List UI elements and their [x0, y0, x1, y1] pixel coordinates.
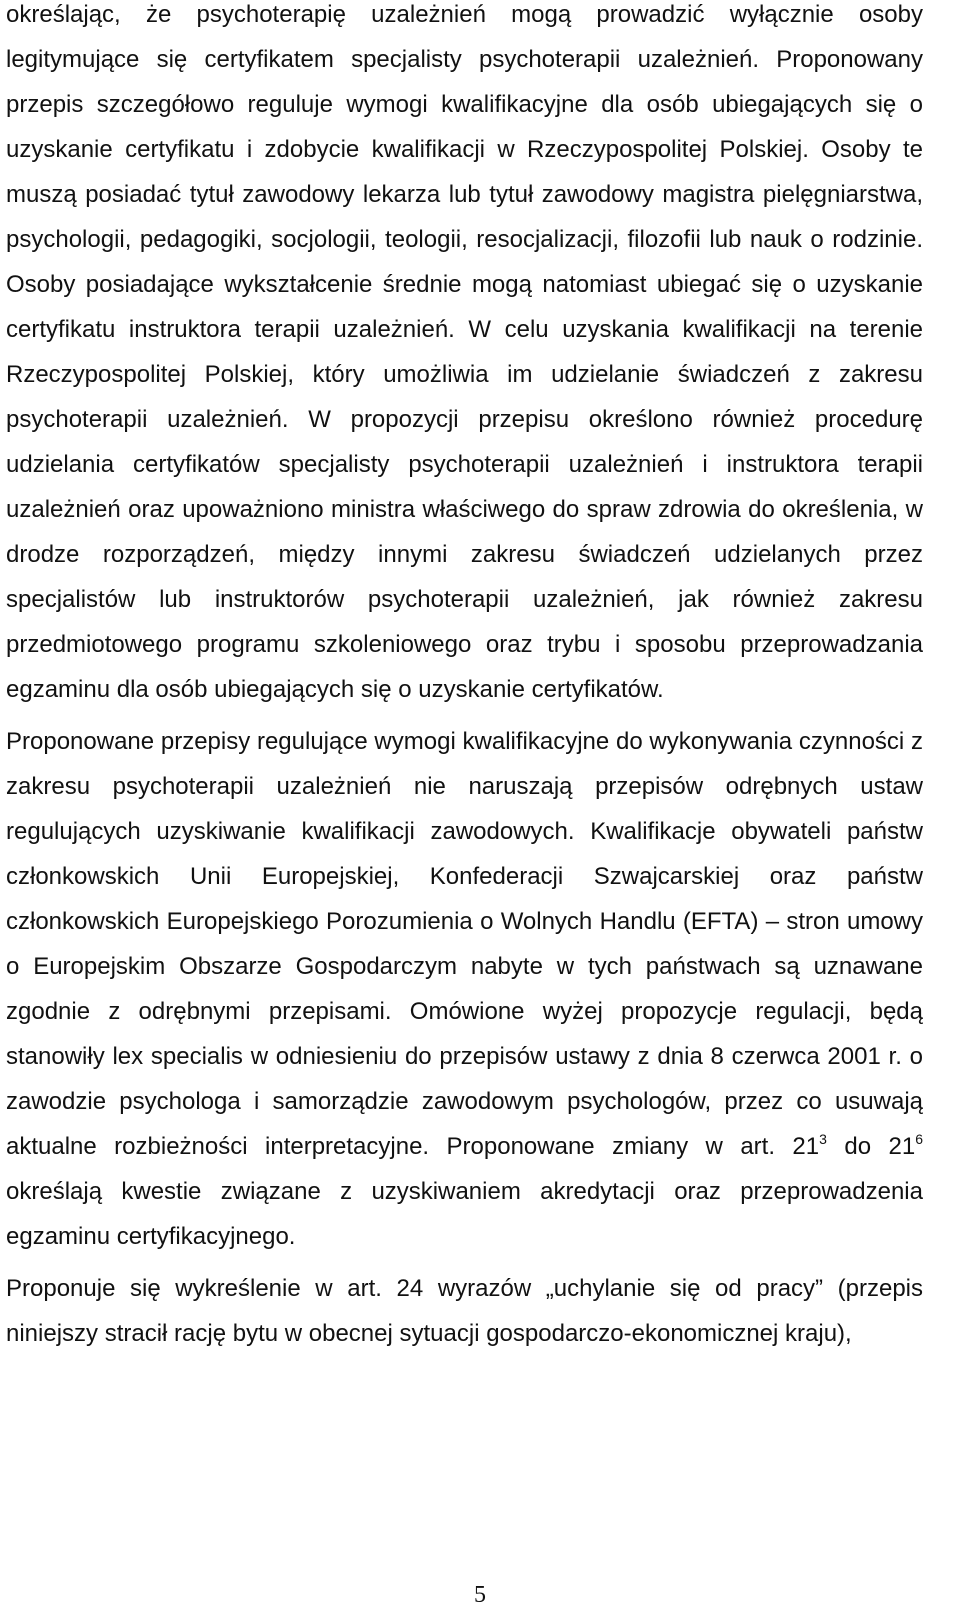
- paragraph-1: określając, że psychoterapię uzależnień mogą prowadzić wyłącznie osoby legitymujące się certyfikatem specjalisty psychoterapii uzależnień. Proponowany przepis szczegółowo reguluje wymogi kwalifikacyjne dla osób ubiegających się o uzyskanie certyfikatu i zdobycie kwalifikacji w Rzeczypospolitej Polskiej. Osoby te muszą posiadać tytuł zawodowy lekarza lub tytuł zawodowy magistra pielęgniarstwa, psychologii, pedagogiki, socjologii, teologii, resocjalizacji, filozofii lub nauk o rodzinie. Osoby posiadające wykształcenie średnie mogą natomiast ubiegać się o uzyskanie certyfikatu instruktora terapii uzależnień. W celu uzyskania kwalifikacji na terenie Rzeczypospolitej Polskiej, który umożliwia im udzielanie świadczeń z zakresu psychoterapii uzależnień. W propozycji przepisu określono również procedurę udzielania certyfikatów specjalisty psychoterapii uzależnień i instruktora terapii uzależnień oraz upoważniono ministra właściwego do spraw zdrowia do określenia, w drodze rozporządzeń, między innymi zakresu świadczeń udzielanych przez specjalistów lub instruktorów psychoterapii uzależnień, jak również zakresu przedmiotowego programu szkoleniowego oraz trybu i sposobu przeprowadzania egzaminu dla osób ubiegających się o uzyskanie certyfikatów.: [6, 1, 923, 703]
- paragraph-2-text-b: do 21: [826, 1133, 916, 1160]
- superscript-6: 6: [915, 1131, 924, 1147]
- paragraph-3: Proponuje się wykreślenie w art. 24 wyrazów „uchylanie się od pracy” (przepis niniejszy stracił rację bytu w obecnej sytuacji gospodarczo-ekonomicznej kraju),: [6, 1275, 923, 1347]
- document-body: [6, 0, 923, 1356]
- paragraph-2-text-c: określają kwestie związane z uzyskiwaniem akredytacji oraz przeprowadzenia egzaminu certyfikacyjnego.: [6, 1178, 923, 1250]
- paragraph-2-text-a: Proponowane przepisy regulujące wymogi kwalifikacyjne do wykonywania czynności z zakresu psychoterapii uzależnień nie naruszają przepisów odrębnych ustaw regulujących uzyskiwanie kwalifikacji zawodowych. Kwalifikacje obywateli państw członkowskich Unii Europejskiej, Konfederacji Szwajcarskiej oraz państw członkowskich Europejskiego Porozumienia o Wolnych Handlu (EFTA) – stron umowy o Europejskim Obszarze Gospodarczym nabyte w tych państwach są uznawane zgodnie z odrębnymi przepisami. Omówione wyżej propozycje regulacji, będą stanowiły lex specialis w odniesieniu do przepisów ustawy z dnia 8 czerwca 2001 r. o zawodzie psychologa i samorządzie zawodowym psychologów, przez co usuwają aktualne rozbieżności interpretacyjne. Proponowane zmiany w art. 21: [6, 728, 923, 1160]
- paragraph-2: [6, 719, 923, 1259]
- page-number: 5: [474, 1582, 486, 1608]
- superscript-3: 3: [819, 1131, 827, 1147]
